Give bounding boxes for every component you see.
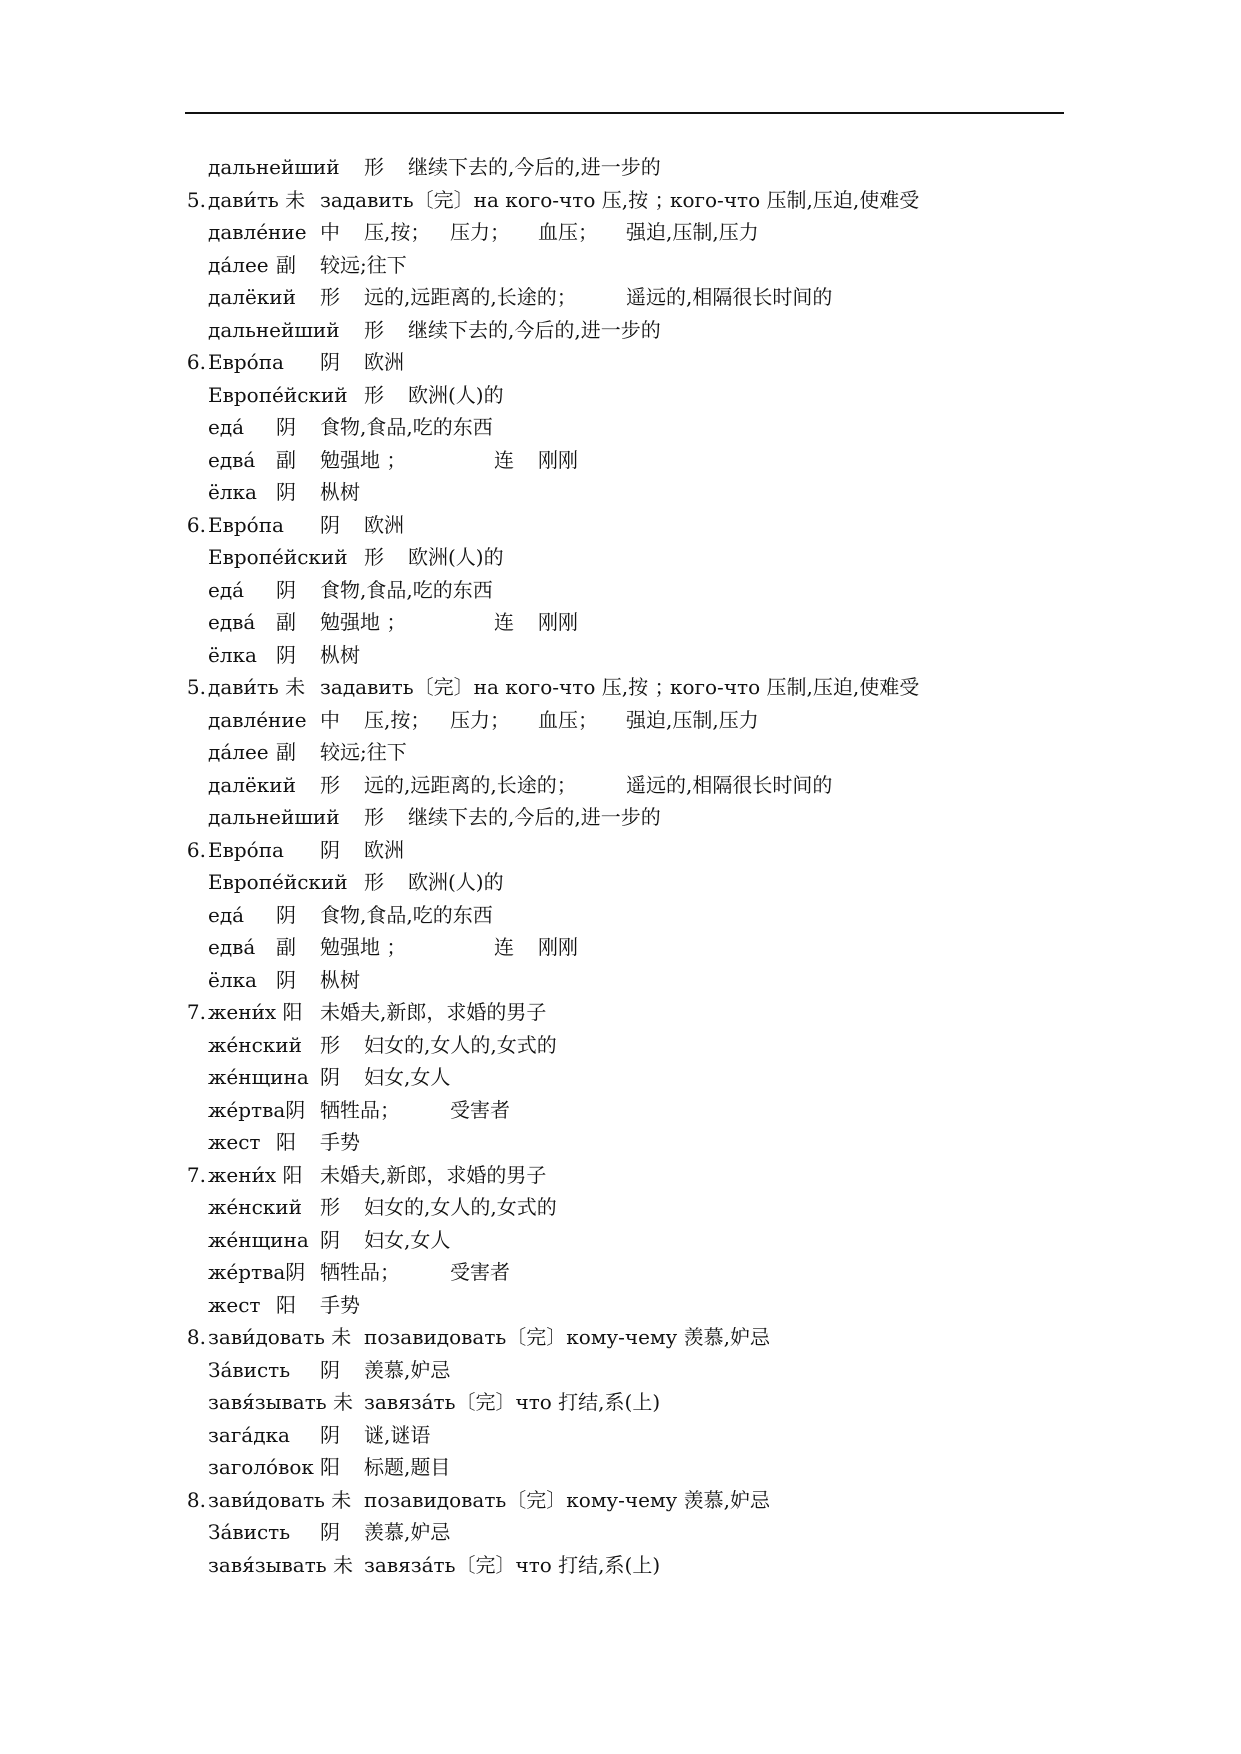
entry-field: 欧洲 [364, 838, 404, 862]
entry-number: 5. [186, 675, 206, 699]
entry-field: 妇女的,女人的,女式的 [364, 1033, 557, 1057]
entry-field: 羡慕,妒忌 [364, 1358, 451, 1382]
entry-field: 标题,题目 [364, 1455, 451, 1479]
entry-field: 形 [364, 805, 384, 829]
entry-word: завя́зывать 未 [208, 1390, 354, 1414]
entry-field: 牺牲品； [320, 1098, 400, 1122]
entry-field: задавить〔完〕на кого-что 压,按 ； [320, 675, 675, 699]
entry-word: жест [208, 1130, 261, 1154]
entry-field: 阴 [320, 838, 340, 862]
entry-field: 刚刚 [538, 935, 578, 959]
entry-word: жени́х 阳 [208, 1000, 303, 1024]
entry-field: 遥远的,相隔很长时间的 [626, 773, 833, 797]
entry-field: 阴 [276, 643, 296, 667]
entry-field: 勉强地 ； [320, 610, 407, 634]
entry-word: дальнейший [208, 805, 340, 829]
entry-word: едва́ [208, 610, 256, 634]
entry-field: 远的,远距离的,长途的； [364, 285, 577, 309]
entry-field: 手势 [320, 1130, 360, 1154]
entry-field: 食物,食品,吃的东西 [320, 903, 493, 927]
entry-word: ёлка [208, 643, 257, 667]
entry-field: 阳 [276, 1293, 296, 1317]
entry-field: 阴 [320, 1520, 340, 1544]
entry-field: 形 [364, 870, 384, 894]
entry-field: 食物,食品,吃的东西 [320, 578, 493, 602]
entry-field: 形 [364, 318, 384, 342]
entry-field: 阴 [320, 350, 340, 374]
entry-field: 妇女的,女人的,女式的 [364, 1195, 557, 1219]
entry-field: 枞树 [320, 480, 360, 504]
entry-word: дави́ть 未 [208, 188, 306, 212]
entry-word: едва́ [208, 448, 256, 472]
entry-field: 压,按； [364, 708, 431, 732]
entry-field: 连 [494, 935, 514, 959]
entry-field: 远的,远距离的,长途的； [364, 773, 577, 797]
entry-word: Европе́йский [208, 870, 348, 894]
entry-word: же́ртва阴 [208, 1260, 306, 1284]
entry-word: зави́довать 未 [208, 1488, 352, 1512]
entry-field: 欧洲(人)的 [408, 545, 504, 569]
entry-field: 较远;往下 [320, 253, 407, 277]
entry-field: 刚刚 [538, 448, 578, 472]
entry-field: 阴 [320, 513, 340, 537]
entry-word: Европе́йский [208, 383, 348, 407]
entry-field: позавидовать〔完〕кому-чему 羡慕,妒忌 [364, 1488, 771, 1512]
entry-word: давле́ние [208, 708, 307, 732]
entry-number: 8. [186, 1488, 206, 1512]
entry-field: 血压； [538, 220, 598, 244]
entry-field: 受害者 [450, 1098, 510, 1122]
entry-field: 欧洲(人)的 [408, 870, 504, 894]
entry-field: кого-что 压制,压迫,使难受 [670, 188, 920, 212]
entry-word: давле́ние [208, 220, 307, 244]
entry-word: завя́зывать 未 [208, 1553, 354, 1577]
entry-word: да́лее [208, 253, 269, 277]
entry-field: позавидовать〔完〕кому-чему 羡慕,妒忌 [364, 1325, 771, 1349]
entry-field: 副 [276, 740, 296, 764]
entry-number: 7. [186, 1163, 206, 1187]
entry-word: зага́дка [208, 1423, 290, 1447]
entry-field: 形 [320, 773, 340, 797]
entry-field: 阴 [276, 415, 296, 439]
entry-field: 中 [320, 220, 340, 244]
entry-field: 枞树 [320, 643, 360, 667]
entry-field: 形 [320, 1195, 340, 1219]
entry-field: завяза́ть〔完〕что 打结,系(上) [364, 1553, 661, 1577]
entry-word: зави́довать 未 [208, 1325, 352, 1349]
entry-field: 阴 [276, 903, 296, 927]
entry-field: 强迫,压制,压力 [626, 708, 759, 732]
entry-number: 6. [186, 513, 206, 537]
entry-word: Европе́йский [208, 545, 348, 569]
entry-field: 压,按； [364, 220, 431, 244]
entry-word: Евро́па [208, 350, 284, 374]
entry-field: 形 [364, 383, 384, 407]
entry-field: 食物,食品,吃的东西 [320, 415, 493, 439]
entry-field: 阴 [320, 1228, 340, 1252]
entry-word: За́висть [208, 1520, 291, 1544]
entry-field: 阴 [320, 1065, 340, 1089]
entry-field: 副 [276, 253, 296, 277]
entry-field: 较远;往下 [320, 740, 407, 764]
entry-field: 阳 [276, 1130, 296, 1154]
entry-number: 6. [186, 838, 206, 862]
entry-field: 羡慕,妒忌 [364, 1520, 451, 1544]
entry-field: 妇女,女人 [364, 1065, 451, 1089]
entry-field: 阴 [320, 1423, 340, 1447]
entry-field: 枞树 [320, 968, 360, 992]
entry-word: дальнейший [208, 318, 340, 342]
entry-field: 继续下去的,今后的,进一步的 [408, 805, 661, 829]
entry-word: еда́ [208, 578, 245, 602]
entry-number: 5. [186, 188, 206, 212]
entry-field: 阴 [276, 578, 296, 602]
entry-field: 形 [364, 155, 384, 179]
entry-word: едва́ [208, 935, 256, 959]
entry-field: задавить〔完〕на кого-что 压,按 ； [320, 188, 675, 212]
entry-field: завяза́ть〔完〕что 打结,系(上) [364, 1390, 661, 1414]
entry-field: 压力； [450, 220, 510, 244]
entry-field: 欧洲 [364, 350, 404, 374]
entry-field: 未婚夫,新郎，求婚的男子 [320, 1000, 547, 1024]
entry-field: 阴 [276, 480, 296, 504]
entry-field: 阴 [320, 1358, 340, 1382]
entry-number: 6. [186, 350, 206, 374]
entry-word: же́нщина [208, 1065, 309, 1089]
entry-field: 副 [276, 935, 296, 959]
entry-field: 刚刚 [538, 610, 578, 634]
entry-word: дальнейший [208, 155, 340, 179]
entry-field: 副 [276, 610, 296, 634]
entry-field: 中 [320, 708, 340, 732]
entry-field: 手势 [320, 1293, 360, 1317]
entry-field: 妇女,女人 [364, 1228, 451, 1252]
entry-field: 继续下去的,今后的,进一步的 [408, 318, 661, 342]
entry-word: За́висть [208, 1358, 291, 1382]
entry-field: 强迫,压制,压力 [626, 220, 759, 244]
header-rule [185, 112, 1064, 114]
entry-field: 阴 [276, 968, 296, 992]
entry-word: жени́х 阳 [208, 1163, 303, 1187]
entry-field: 牺牲品； [320, 1260, 400, 1284]
entry-field: 形 [320, 285, 340, 309]
entry-word: да́лее [208, 740, 269, 764]
entry-field: 谜,谜语 [364, 1423, 431, 1447]
entry-field: 连 [494, 610, 514, 634]
entry-word: еда́ [208, 903, 245, 927]
entry-word: Евро́па [208, 513, 284, 537]
entry-word: жест [208, 1293, 261, 1317]
entry-word: же́ртва阴 [208, 1098, 306, 1122]
entry-word: же́нский [208, 1033, 302, 1057]
entry-field: 压力； [450, 708, 510, 732]
entry-word: далёкий [208, 773, 296, 797]
entry-field: 勉强地 ； [320, 448, 407, 472]
entry-field: 继续下去的,今后的,进一步的 [408, 155, 661, 179]
entry-word: ёлка [208, 968, 257, 992]
entry-field: 连 [494, 448, 514, 472]
entry-field: 形 [320, 1033, 340, 1057]
entry-word: же́нский [208, 1195, 302, 1219]
entry-field: 欧洲(人)的 [408, 383, 504, 407]
entry-word: дави́ть 未 [208, 675, 306, 699]
entry-field: 欧洲 [364, 513, 404, 537]
entry-field: 遥远的,相隔很长时间的 [626, 285, 833, 309]
entry-word: далёкий [208, 285, 296, 309]
entry-field: 勉强地 ； [320, 935, 407, 959]
entry-number: 8. [186, 1325, 206, 1349]
entry-word: заголо́вок [208, 1455, 314, 1479]
entry-word: еда́ [208, 415, 245, 439]
entry-field: 未婚夫,新郎，求婚的男子 [320, 1163, 547, 1187]
entry-field: 形 [364, 545, 384, 569]
entry-field: 受害者 [450, 1260, 510, 1284]
entry-field: 阳 [320, 1455, 340, 1479]
entry-field: кого-что 压制,压迫,使难受 [670, 675, 920, 699]
entry-word: же́нщина [208, 1228, 309, 1252]
entry-word: ёлка [208, 480, 257, 504]
entry-word: Евро́па [208, 838, 284, 862]
entry-field: 副 [276, 448, 296, 472]
entry-field: 血压； [538, 708, 598, 732]
entry-number: 7. [186, 1000, 206, 1024]
